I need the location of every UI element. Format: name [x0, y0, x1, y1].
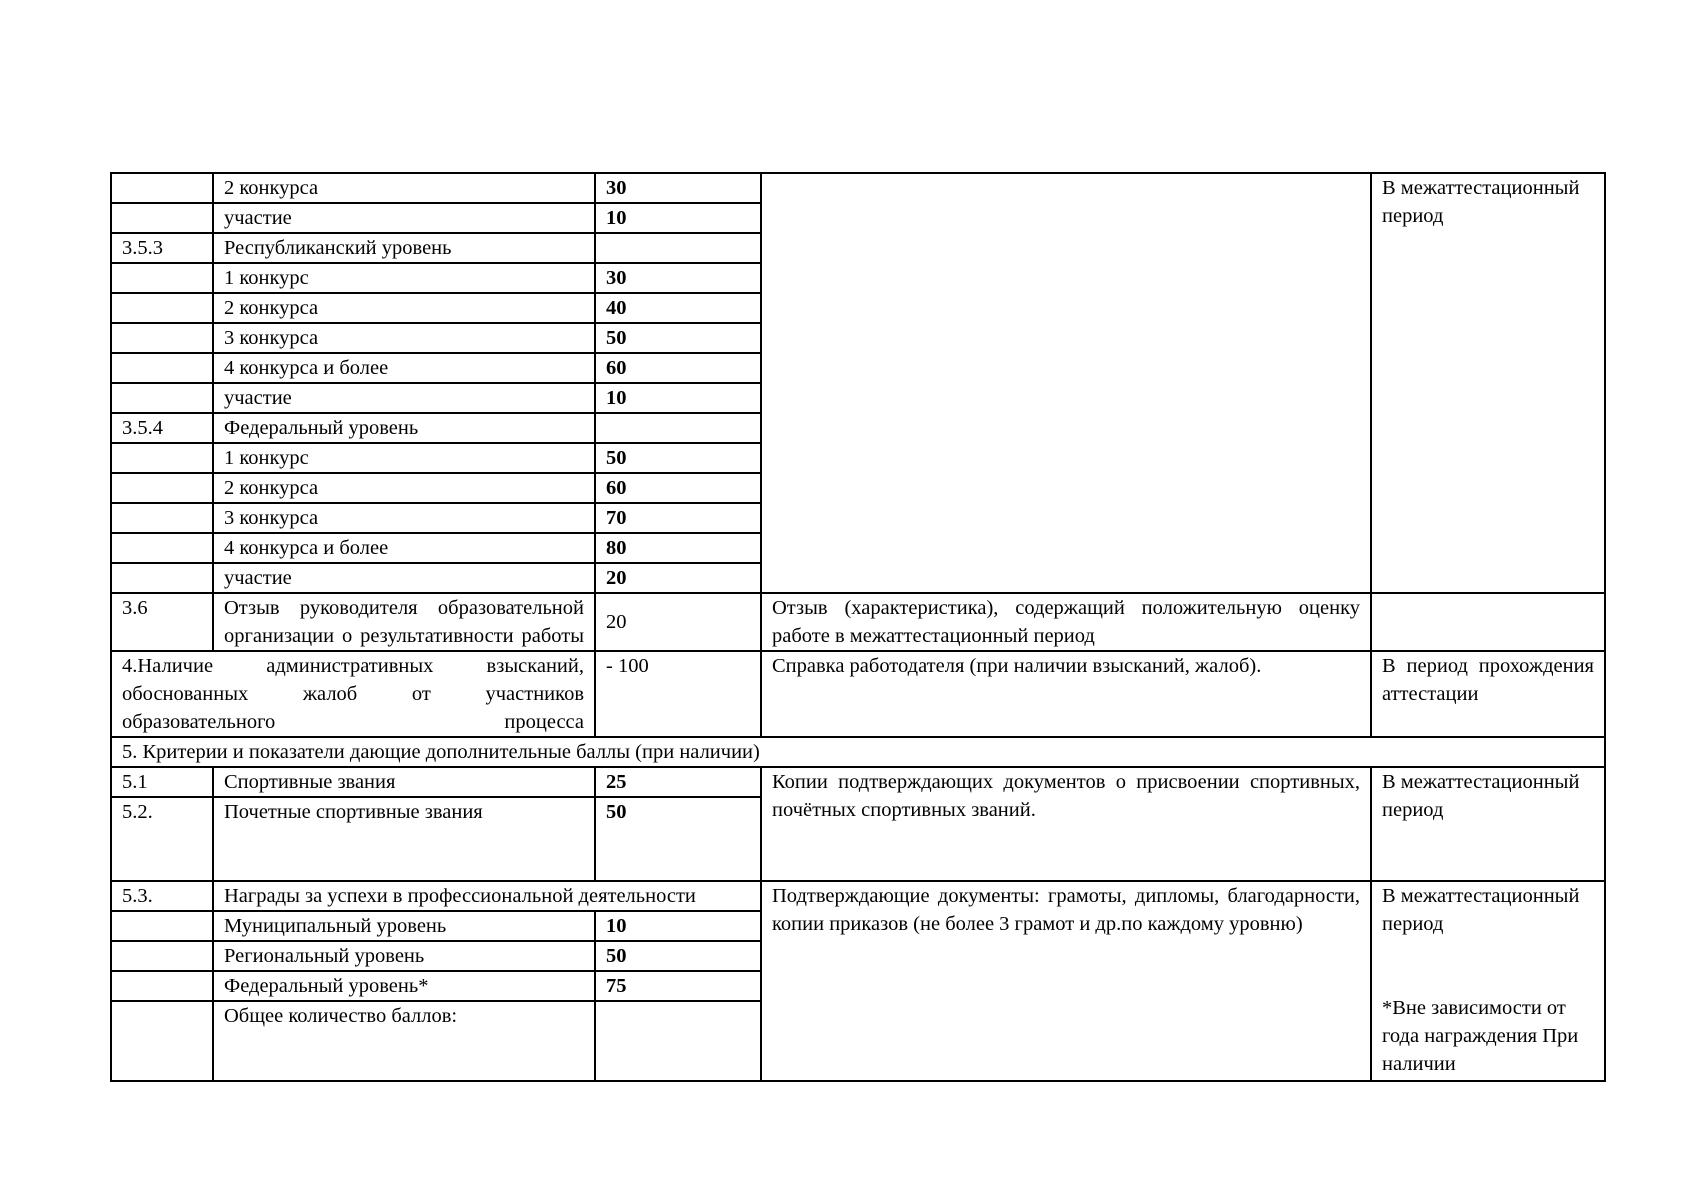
criterion-name: Награды за успехи в профессиональной деятельности — [213, 881, 761, 911]
table-row — [111, 881, 1605, 911]
criterion-points: 20 — [595, 593, 761, 651]
period-cell — [1371, 881, 1605, 1081]
criterion-name: участие — [213, 563, 595, 593]
total-label: Общее количество баллов: — [213, 1001, 595, 1081]
period-text: В межаттестационный период — [1382, 885, 1580, 935]
criterion-name: 3 конкурса — [213, 503, 595, 533]
criterion-points: 50 — [595, 941, 761, 971]
criterion-points: 70 — [595, 503, 761, 533]
period-cell: В период прохождения аттестации — [1371, 651, 1605, 737]
criterion-points: 20 — [595, 563, 761, 593]
criteria-table — [110, 172, 1606, 1082]
criterion-name: 1 конкурс — [213, 263, 595, 293]
criterion-name: Федеральный уровень — [213, 413, 595, 443]
period-cell: В межаттестационный период — [1371, 767, 1605, 881]
table-row — [111, 593, 1605, 651]
criterion-name: 4.Наличие административных взысканий, обоснованных жалоб от участников образовательного процесса — [111, 651, 595, 737]
criterion-points: 10 — [595, 383, 761, 413]
criterion-points: - 100 — [595, 651, 761, 737]
row-code-cell — [111, 173, 213, 203]
documents-cell — [761, 173, 1371, 593]
criterion-code: 5.2. — [111, 797, 213, 881]
criterion-points: 60 — [595, 473, 761, 503]
criterion-code: 3.5.3 — [111, 233, 213, 263]
table-row — [111, 173, 1605, 203]
period-cell: В межаттестационный период — [1371, 173, 1605, 593]
section-heading: 5. Критерии и показатели дающие дополнительные баллы (при наличии) — [111, 737, 1605, 767]
criterion-name: 1 конкурс — [213, 443, 595, 473]
criterion-name: Республиканский уровень — [213, 233, 595, 263]
documents-cell: Подтверждающие документы: грамоты, дипломы, благодарности, копии приказов (не более 3 грамот и др.по каждому уровню) — [761, 881, 1371, 1081]
criterion-points: 10 — [595, 203, 761, 233]
criterion-points: 40 — [595, 293, 761, 323]
criterion-code: 3.5.4 — [111, 413, 213, 443]
criterion-name: участие — [213, 203, 595, 233]
criterion-points: 50 — [595, 323, 761, 353]
criterion-name: 2 конкурса — [213, 173, 595, 203]
criterion-name: 4 конкурса и более — [213, 533, 595, 563]
criterion-name: Региональный уровень — [213, 941, 595, 971]
criterion-name: 2 конкурса — [213, 473, 595, 503]
documents-cell: Копии подтверждающих документов о присвоении спортивных, почётных спортивных званий. — [761, 767, 1371, 881]
period-cell — [1371, 593, 1605, 651]
criterion-name: Федеральный уровень* — [213, 971, 595, 1001]
criterion-points: 75 — [595, 971, 761, 1001]
period-note: *Вне зависимости от года награждения При наличии — [1382, 997, 1579, 1075]
criterion-name: Спортивные звания — [213, 767, 595, 797]
table-row — [111, 651, 1605, 737]
criterion-code: 5.1 — [111, 767, 213, 797]
criterion-points: 10 — [595, 911, 761, 941]
criterion-name: Отзыв руководителя образовательной организации о результативности работы — [213, 593, 595, 651]
criterion-points: 80 — [595, 533, 761, 563]
criterion-name: Почетные спортивные звания — [213, 797, 595, 881]
criterion-code: 3.6 — [111, 593, 213, 651]
criterion-points: 30 — [595, 173, 761, 203]
criterion-name: Муниципальный уровень — [213, 911, 595, 941]
documents-cell: Справка работодателя (при наличии взысканий, жалоб). — [761, 651, 1371, 737]
criterion-name: 4 конкурса и более — [213, 353, 595, 383]
criterion-points: 30 — [595, 263, 761, 293]
criterion-code: 5.3. — [111, 881, 213, 911]
criterion-name: 3 конкурса — [213, 323, 595, 353]
table-row — [111, 737, 1605, 767]
table-row — [111, 767, 1605, 797]
criterion-name: 2 конкурса — [213, 293, 595, 323]
criterion-points: 50 — [595, 797, 761, 881]
documents-cell: Отзыв (характеристика), содержащий положительную оценку работе в межаттестационный период — [761, 593, 1371, 651]
criterion-points: 25 — [595, 767, 761, 797]
criterion-points: 50 — [595, 443, 761, 473]
criterion-points: 60 — [595, 353, 761, 383]
criterion-name: участие — [213, 383, 595, 413]
